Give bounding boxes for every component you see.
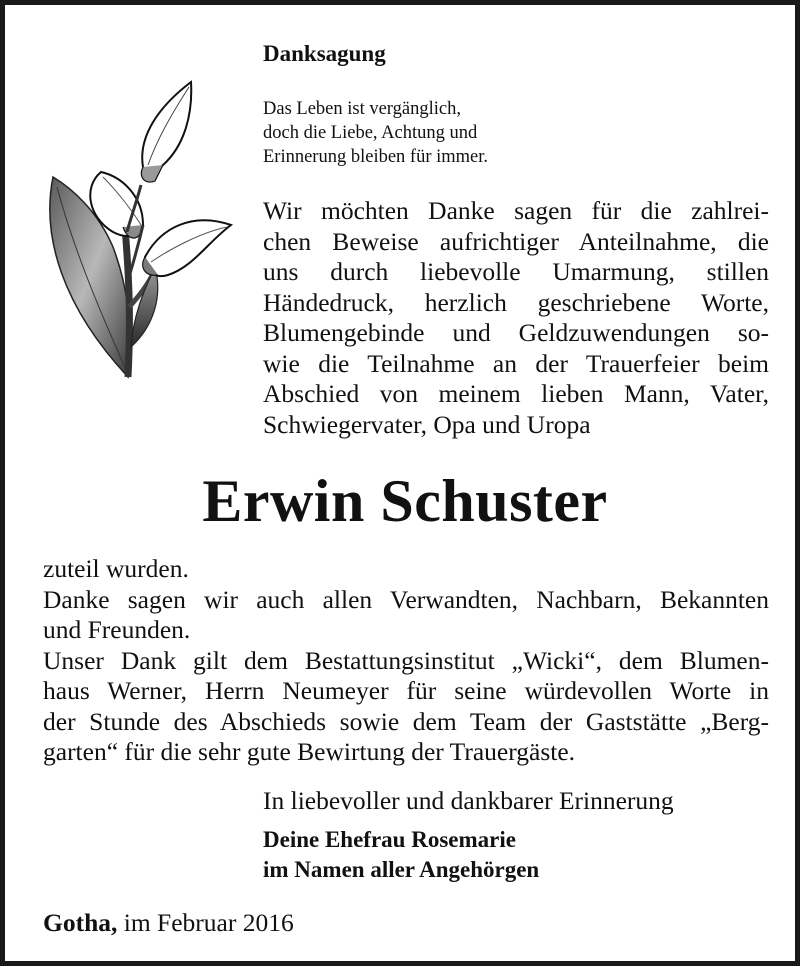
paragraph-line: Unser Dank gilt dem Bestattungsinstitut „Wicki“, dem Blumen- bbox=[43, 645, 769, 675]
paragraph-line: haus Werner, Herrn Neumeyer für seine würdevollen Worte in bbox=[43, 676, 769, 705]
notice-heading: Danksagung bbox=[263, 41, 386, 66]
signature-line: im Namen aller Angehörgen bbox=[263, 857, 540, 882]
paragraph-line: wie die Teilnahme an der Trauerfeier beim bbox=[263, 348, 769, 378]
paragraph-line: Abschied von meinem lieben Mann, Vater, bbox=[263, 379, 769, 408]
calla-lily-icon bbox=[43, 77, 233, 392]
paragraph-line: der Stunde des Abschieds sowie dem Team der Gaststätte „Berg- bbox=[43, 706, 769, 736]
poem-verse bbox=[263, 97, 488, 169]
poem-line: Erinnerung bleiben für immer. bbox=[263, 147, 489, 167]
paragraph-line: Blumengebinde und Geldzuwendungen so- bbox=[263, 318, 769, 347]
paragraph-line: garten“ für die sehr gute Bewirtung der Trauergäste. bbox=[43, 737, 576, 766]
place-name: Gotha, bbox=[43, 908, 118, 937]
signature-line: Deine Ehefrau Rosemarie bbox=[263, 827, 516, 852]
closing-line: In liebevoller und dankbarer Erinnerung bbox=[263, 786, 674, 815]
date-text: im Februar 2016 bbox=[123, 908, 294, 937]
thanks-paragraph bbox=[263, 196, 769, 440]
paragraph-line: Händedruck, herzlich geschriebene Worte, bbox=[263, 287, 769, 317]
paragraph-line: Wir möchten Danke sagen für die zahlrei- bbox=[263, 196, 769, 225]
paragraph-line: und Freunden. bbox=[43, 615, 191, 644]
deceased-name: Erwin Schuster bbox=[202, 468, 608, 534]
paragraph-line: uns durch liebevolle Umarmung, stillen bbox=[263, 257, 769, 286]
poem-line: Das Leben ist vergänglich, bbox=[263, 99, 461, 119]
thanks-continuation bbox=[43, 554, 769, 768]
place-date bbox=[43, 908, 294, 938]
signature bbox=[263, 825, 539, 885]
poem-line: doch die Liebe, Achtung und bbox=[263, 123, 478, 143]
paragraph-line: chen Beweise aufrichtiger Anteilnahme, die bbox=[263, 226, 769, 256]
paragraph-line: Danke sagen wir auch allen Verwandten, Nachbarn, Bekannten bbox=[43, 584, 769, 614]
paragraph-line: zuteil wurden. bbox=[43, 554, 189, 583]
paragraph-line: Schwiegervater, Opa und Uropa bbox=[263, 409, 591, 439]
